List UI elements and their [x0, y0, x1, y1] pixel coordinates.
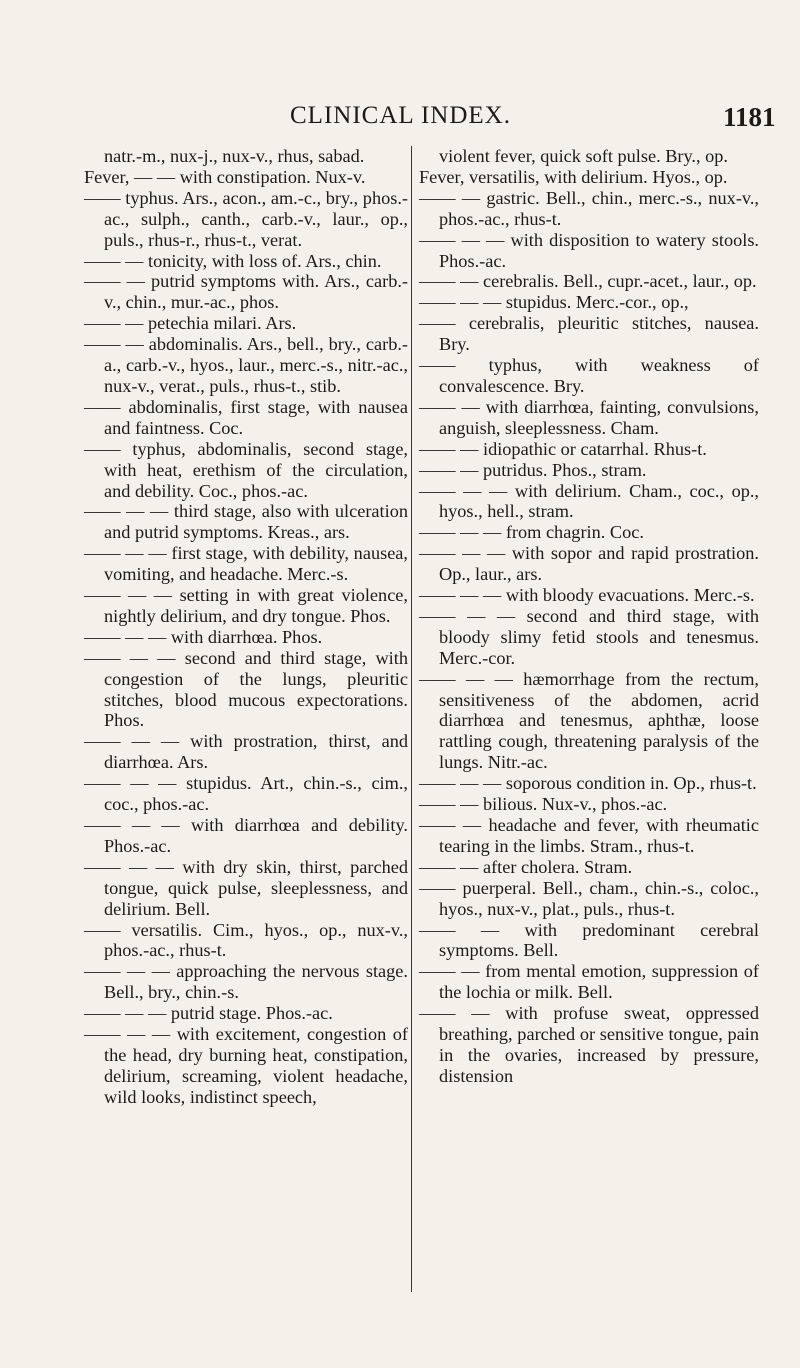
index-entry: —— — petechia milari. Ars. — [84, 313, 297, 334]
index-entry: —— — from mental emotion, suppression of the lochia or milk. Bell. — [419, 961, 759, 1003]
page-header — [0, 102, 800, 142]
index-entry: —— — — with disposition to watery stools. Phos.-ac. — [419, 229, 759, 271]
index-entry: —— — putrid symptoms with. Ars., carb.-v., chin., mur.-ac., phos. — [84, 271, 408, 313]
index-entry: —— — — second and third stage, with congestion of the lungs, pleuritic stitches, blood mucous expectorations. Phos. — [84, 647, 408, 731]
index-entry: —— — — from chagrin. Coc. — [419, 522, 644, 543]
index-entry: —— — — stupidus. Art., chin.-s., cim., coc., phos.-ac. — [84, 773, 408, 815]
index-entry: —— typhus. Ars., acon., am.-c., bry., phos.-ac., sulph., canth., carb.-v., laur., op., puls., rhus-r., rhus-t., verat. — [84, 187, 408, 250]
index-entry: —— — — with diarrhœa and debility. Phos.-ac. — [84, 815, 408, 856]
index-entry: —— — — with delirium. Cham., coc., op., hyos., hell., stram. — [419, 480, 759, 522]
index-entry: —— — with profuse sweat, oppressed breathing, parched or sensitive tongue, pain in the ovaries, increased by pressure, distension — [419, 1003, 759, 1086]
index-entry: —— puerperal. Bell., cham., chin.-s., coloc., hyos., nux-v., plat., puls., rhus-t. — [419, 877, 759, 919]
running-title: CLINICAL INDEX. — [290, 102, 511, 129]
index-entry: —— typhus, abdominalis, second stage, with heat, erethism of the circulation, and debility. Coc., phos.-ac. — [84, 438, 408, 501]
index-entry: —— — — approaching the nervous stage. Bell., bry., chin.-s. — [84, 961, 408, 1003]
index-entry: violent fever, quick soft pulse. Bry., op. — [439, 146, 728, 166]
index-entry: —— — — second and third stage, with bloody slimy fetid stools and tenesmus. Merc.-cor. — [419, 605, 759, 668]
index-entry: —— — — with dry skin, thirst, parched tongue, quick pulse, sleeplessness, and delirium. Bell. — [84, 856, 408, 919]
index-entry: —— — after cholera. Stram. — [419, 856, 633, 877]
index-entry: —— — — with prostration, thirst, and diarrhœa. Ars. — [84, 731, 408, 773]
index-entry: —— abdominalis, first stage, with nausea and faintness. Coc. — [84, 396, 408, 438]
index-entry: —— — with diarrhœa, fainting, convulsions, anguish, sleeplessness. Cham. — [419, 396, 759, 438]
index-entry: —— — putridus. Phos., stram. — [419, 459, 647, 480]
index-entry: natr.-m., nux-j., nux-v., rhus, sabad. — [104, 146, 365, 166]
index-entry: —— — — stupidus. Merc.-cor., op., — [419, 292, 689, 313]
index-entry: —— — idiopathic or catarrhal. Rhus-t. — [419, 438, 707, 459]
index-entry: Fever, — — with constipation. Nux-v. — [84, 166, 366, 187]
index-entry: —— typhus, with weakness of convalescence. Bry. — [419, 355, 759, 396]
column-divider — [411, 146, 412, 1292]
index-entry: —— — — hæmorrhage from the rectum, sensitiveness of the abdomen, acrid diarrhœa and tenesmus, aphthæ, loose rattling cough, threatening paralysis of the lungs. Nitr.-ac. — [419, 668, 759, 773]
left-column — [84, 146, 408, 1108]
index-entry: —— — — with excitement, congestion of the head, dry burning heat, constipation, delirium, screaming, violent headache, wild looks, indistinct speech, — [84, 1024, 408, 1107]
right-column — [419, 146, 759, 1087]
index-entry: —— — — with bloody evacuations. Merc.-s. — [419, 585, 755, 606]
index-entry: —— — — third stage, also with ulceration and putrid symptoms. Kreas., ars. — [84, 501, 408, 543]
index-entry: —— — gastric. Bell., chin., merc.-s., nux-v., phos.-ac., rhus-t. — [419, 187, 759, 229]
index-entry: —— — — with sopor and rapid prostration. Op., laur., ars. — [419, 543, 759, 585]
index-entry: —— versatilis. Cim., hyos., op., nux-v., phos.-ac., rhus-t. — [84, 919, 408, 961]
index-entry: —— — — soporous condition in. Op., rhus-t. — [419, 773, 757, 794]
index-entry: —— — — with diarrhœa. Phos. — [84, 626, 323, 647]
index-entry: —— — cerebralis. Bell., cupr.-acet., laur., op. — [419, 271, 757, 292]
index-entry: —— — bilious. Nux-v., phos.-ac. — [419, 794, 668, 815]
index-entry: —— — abdominalis. Ars., bell., bry., carb.-a., carb.-v., hyos., laur., merc.-s., nitr.-ac., nux-v., verat., puls., rhus-t., stib. — [84, 334, 408, 396]
index-entry: Fever, versatilis, with delirium. Hyos., op. — [419, 166, 728, 187]
index-entry: —— — with predominant cerebral symptoms. Bell. — [419, 919, 759, 961]
page-number: 1181 — [723, 102, 776, 132]
index-entry: —— cerebralis, pleuritic stitches, nausea. Bry. — [419, 313, 759, 355]
index-entry: —— — — first stage, with debility, nausea, vomiting, and headache. Merc.-s. — [84, 543, 408, 585]
index-entry: —— — tonicity, with loss of. Ars., chin. — [84, 250, 382, 271]
index-entry: —— — headache and fever, with rheumatic tearing in the limbs. Stram., rhus-t. — [419, 815, 759, 856]
index-entry: —— — — putrid stage. Phos.-ac. — [84, 1003, 333, 1024]
index-entry: —— — — setting in with great violence, nightly delirium, and dry tongue. Phos. — [84, 585, 408, 626]
